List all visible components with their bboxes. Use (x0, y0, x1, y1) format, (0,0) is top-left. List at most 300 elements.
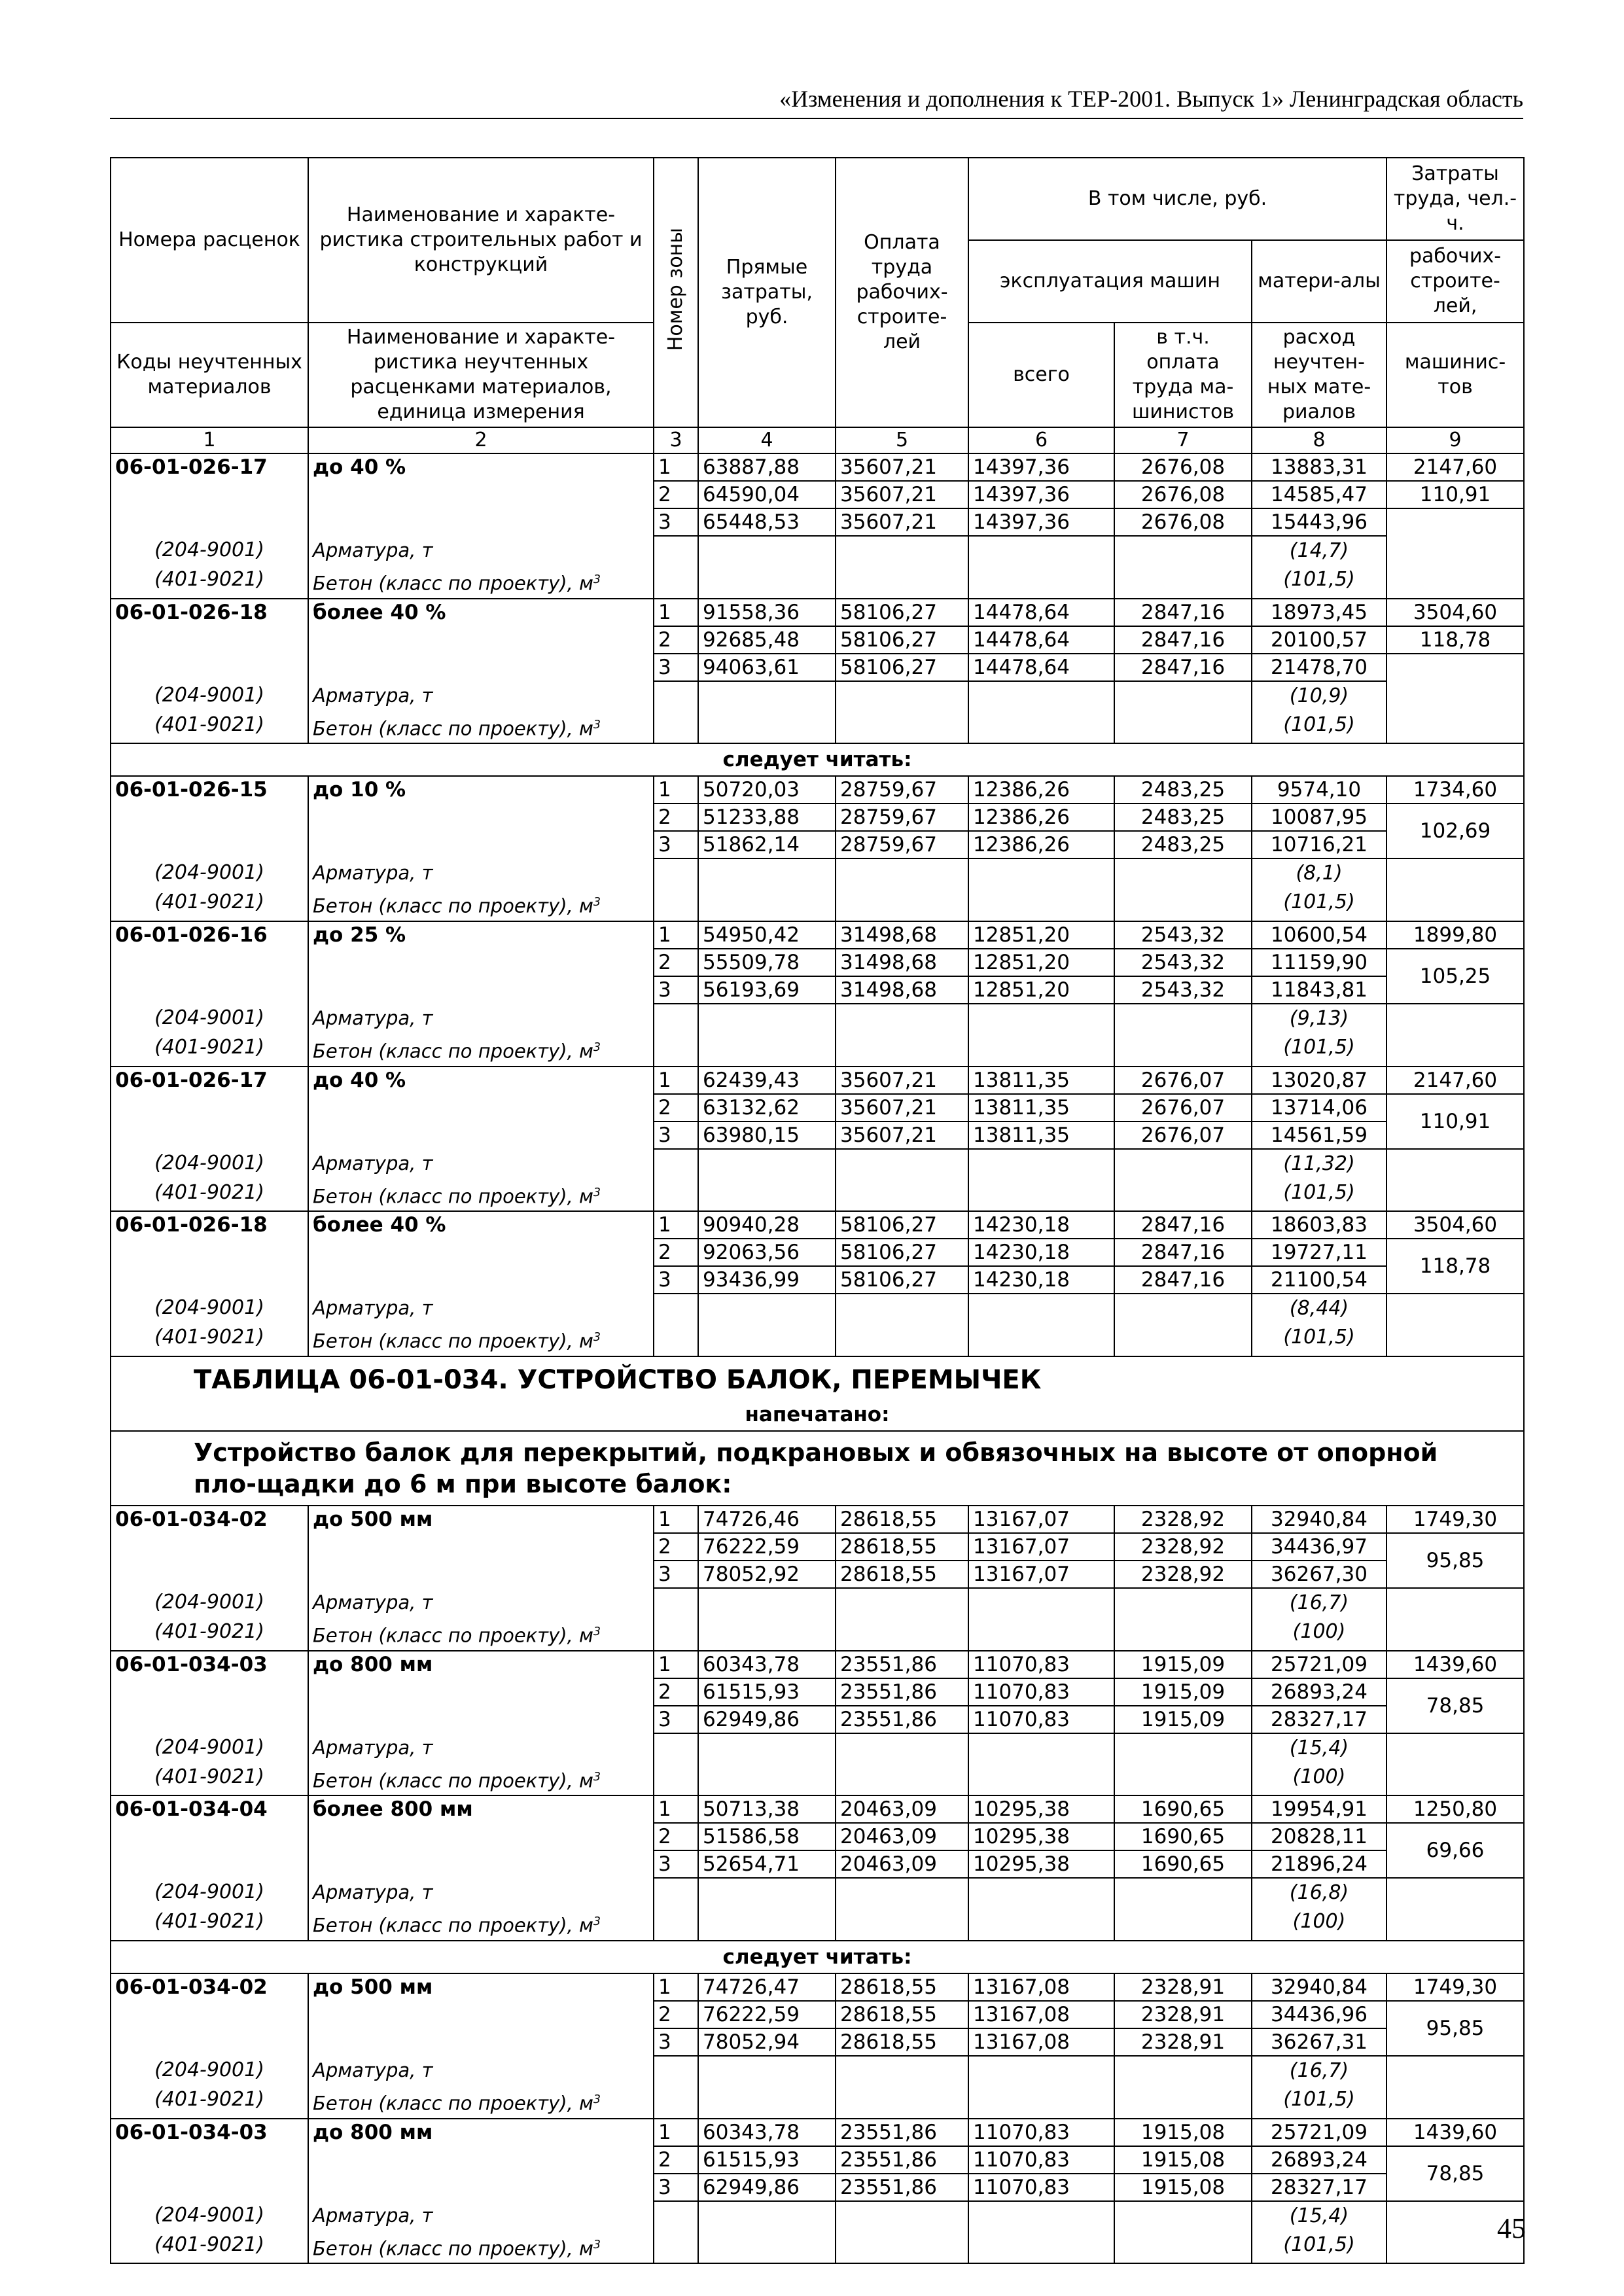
empty-cell (968, 2056, 1114, 2085)
zone-number: 3 (654, 1850, 698, 1878)
rates-table (110, 157, 1525, 2264)
empty-cell (654, 681, 698, 711)
empty-cell (308, 831, 654, 858)
rate-code: 06-01-026-18 (111, 599, 308, 626)
empty-cell (1114, 1004, 1252, 1033)
empty-cell (111, 2174, 308, 2201)
machinists-labor-value: 110,91 (1386, 1094, 1524, 1149)
wages-value: 58106,27 (836, 654, 968, 681)
empty-cell (1114, 711, 1252, 744)
material-name (308, 2231, 654, 2264)
table-row (111, 776, 1524, 804)
machinists-labor-value: 95,85 (1386, 2001, 1524, 2056)
material-name: Арматура, т (308, 1149, 654, 1178)
material-code: (204-9001) (111, 1004, 308, 1033)
rate-name: более 800 мм (308, 1795, 654, 1823)
read-as-divider (111, 743, 1524, 776)
empty-cell (654, 888, 698, 921)
empty-cell (654, 1294, 698, 1323)
wages-value: 35607,21 (836, 1122, 968, 1149)
wages-value: 58106,27 (836, 1266, 968, 1294)
materials-value: 11843,81 (1252, 976, 1386, 1004)
machinist-wages-value: 1915,08 (1114, 2146, 1252, 2174)
material-name-text: Бетон (класс по проекту), м (313, 894, 593, 917)
direct-costs-value: 91558,36 (698, 599, 836, 626)
workers-labor-value: 3504,60 (1386, 599, 1524, 626)
materials-value: 26893,24 (1252, 1678, 1386, 1706)
table-row (111, 831, 1524, 858)
machinist-wages-value: 2847,16 (1114, 626, 1252, 654)
empty-cell (836, 2231, 968, 2264)
empty-cell (968, 1733, 1114, 1763)
rate-name: до 10 % (308, 776, 654, 804)
direct-costs-value: 60343,78 (698, 1651, 836, 1678)
material-code: (401-9021) (111, 888, 308, 921)
zone-number: 3 (654, 2028, 698, 2056)
zone-number: 3 (654, 654, 698, 681)
machinist-wages-value: 2676,08 (1114, 481, 1252, 508)
zone-number: 2 (654, 626, 698, 654)
table-row (111, 2001, 1524, 2028)
direct-costs-value: 55509,78 (698, 949, 836, 976)
empty-cell (836, 1878, 968, 1907)
table-row (111, 2201, 1524, 2231)
material-code: (401-9021) (111, 565, 308, 599)
material-consumption: (8,1) (1252, 858, 1386, 888)
empty-cell (654, 2056, 698, 2085)
table-row (111, 453, 1524, 481)
material-name (308, 711, 654, 744)
wages-value: 23551,86 (836, 2119, 968, 2146)
rate-code: 06-01-034-02 (111, 1506, 308, 1533)
empty-cell (698, 1733, 836, 1763)
direct-costs-value: 51233,88 (698, 804, 836, 831)
material-name (308, 2085, 654, 2119)
machinist-wages-value: 2543,32 (1114, 921, 1252, 949)
zone-number: 1 (654, 1067, 698, 1094)
machines-total-value: 14230,18 (968, 1211, 1114, 1239)
machines-total-value: 11070,83 (968, 1678, 1114, 1706)
empty-cell (836, 536, 968, 565)
empty-cell (654, 1178, 698, 1212)
empty-cell (836, 565, 968, 599)
empty-cell (1114, 1033, 1252, 1067)
table-row (111, 1178, 1524, 1212)
header-rate-numbers: Номера расценок (111, 158, 308, 323)
empty-cell (968, 711, 1114, 744)
machines-total-value: 14397,36 (968, 453, 1114, 481)
material-code: (401-9021) (111, 2231, 308, 2264)
material-name: Арматура, т (308, 2056, 654, 2085)
material-name (308, 1323, 654, 1356)
direct-costs-value: 62439,43 (698, 1067, 836, 1094)
empty-cell (308, 1823, 654, 1850)
empty-cell (1114, 1907, 1252, 1941)
table-row (111, 1211, 1524, 1239)
rate-name: до 40 % (308, 1067, 654, 1094)
material-name: Арматура, т (308, 1004, 654, 1033)
direct-costs-value: 62949,86 (698, 2174, 836, 2201)
empty-cell (698, 1907, 836, 1941)
empty-cell (308, 1239, 654, 1266)
empty-cell (698, 2201, 836, 2231)
workers-labor-value: 2147,60 (1386, 453, 1524, 481)
direct-costs-value: 92685,48 (698, 626, 836, 654)
materials-value: 21478,70 (1252, 654, 1386, 681)
material-consumption: (101,5) (1252, 2085, 1386, 2119)
rate-name: до 800 мм (308, 1651, 654, 1678)
empty-cell (836, 858, 968, 888)
wages-value: 35607,21 (836, 1067, 968, 1094)
table-row (111, 858, 1524, 888)
machinist-wages-value: 2328,92 (1114, 1561, 1252, 1588)
machines-total-value: 14397,36 (968, 481, 1114, 508)
wages-value: 28759,67 (836, 776, 968, 804)
rate-name: до 500 мм (308, 1973, 654, 2001)
column-number: 5 (836, 427, 968, 453)
material-name (308, 1178, 654, 1212)
zone-number: 1 (654, 776, 698, 804)
materials-value: 32940,84 (1252, 1506, 1386, 1533)
material-name: Арматура, т (308, 858, 654, 888)
unit-superscript: 3 (593, 2238, 601, 2252)
empty-cell (836, 1294, 968, 1323)
material-name (308, 565, 654, 599)
empty-cell (1114, 2231, 1252, 2264)
direct-costs-value: 93436,99 (698, 1266, 836, 1294)
material-code: (204-9001) (111, 1733, 308, 1763)
zone-number: 3 (654, 976, 698, 1004)
zone-number: 2 (654, 2146, 698, 2174)
section-printed-034 (111, 1506, 1524, 1941)
table-row (111, 536, 1524, 565)
column-number: 9 (1386, 427, 1524, 453)
table-row (111, 1651, 1524, 1678)
material-code: (204-9001) (111, 1878, 308, 1907)
materials-value: 25721,09 (1252, 2119, 1386, 2146)
zone-number: 3 (654, 508, 698, 536)
wages-value: 28759,67 (836, 831, 968, 858)
material-code: (401-9021) (111, 711, 308, 744)
rate-name: более 40 % (308, 1211, 654, 1239)
wages-value: 28618,55 (836, 1973, 968, 2001)
material-code: (204-9001) (111, 536, 308, 565)
table-row (111, 976, 1524, 1004)
empty-cell (1114, 2201, 1252, 2231)
material-code: (204-9001) (111, 2201, 308, 2231)
empty-cell (654, 1033, 698, 1067)
material-consumption: (9,13) (1252, 1004, 1386, 1033)
empty-cell (308, 626, 654, 654)
empty-cell (654, 1323, 698, 1356)
machinist-wages-value: 2483,25 (1114, 776, 1252, 804)
rate-code: 06-01-034-03 (111, 1651, 308, 1678)
table-row (111, 711, 1524, 744)
empty-cell (111, 1850, 308, 1878)
material-consumption: (15,4) (1252, 2201, 1386, 2231)
machinist-wages-value: 2543,32 (1114, 949, 1252, 976)
header-wages: Оплата труда рабочих-строите-лей (836, 158, 968, 427)
workers-labor-value: 3504,60 (1386, 1211, 1524, 1239)
material-consumption: (16,7) (1252, 2056, 1386, 2085)
table-row (111, 2056, 1524, 2085)
rate-name: до 500 мм (308, 1506, 654, 1533)
empty-cell (1114, 1178, 1252, 1212)
direct-costs-value: 64590,04 (698, 481, 836, 508)
empty-cell (968, 1588, 1114, 1617)
empty-cell (968, 858, 1114, 888)
read-as-label: следует читать: (111, 743, 1524, 776)
direct-costs-value: 54950,42 (698, 921, 836, 949)
material-name (308, 1763, 654, 1796)
empty-cell (308, 1533, 654, 1561)
column-numbers-row (111, 427, 1524, 453)
zone-number: 2 (654, 481, 698, 508)
machines-total-value: 14397,36 (968, 508, 1114, 536)
empty-cell (698, 536, 836, 565)
machinist-wages-value: 1690,65 (1114, 1795, 1252, 1823)
rate-name: до 25 % (308, 921, 654, 949)
header-material-names: Наименование и характе-ристика неучтенных расценками материалов, единица измерения (308, 323, 654, 427)
machinist-wages-value: 1690,65 (1114, 1823, 1252, 1850)
header-material-codes: Коды неучтенных материалов (111, 323, 308, 427)
header-machinists: машинис-тов (1386, 323, 1524, 427)
empty-cell (654, 2085, 698, 2119)
column-number: 7 (1114, 427, 1252, 453)
material-consumption: (16,7) (1252, 1588, 1386, 1617)
empty-cell (654, 1763, 698, 1796)
unit-superscript: 3 (593, 1331, 601, 1345)
empty-cell (308, 1561, 654, 1588)
empty-cell (1386, 1294, 1524, 1356)
machines-total-value: 12851,20 (968, 949, 1114, 976)
empty-cell (968, 565, 1114, 599)
materials-value: 18973,45 (1252, 599, 1386, 626)
zone-number: 1 (654, 1211, 698, 1239)
material-consumption: (101,5) (1252, 1033, 1386, 1067)
machinist-wages-value: 1915,09 (1114, 1651, 1252, 1678)
empty-cell (111, 1122, 308, 1149)
empty-cell (111, 949, 308, 976)
unit-superscript: 3 (593, 1915, 601, 1929)
empty-cell (1114, 2056, 1252, 2085)
machines-total-value: 10295,38 (968, 1850, 1114, 1878)
empty-cell (1114, 536, 1252, 565)
workers-labor-value: 1734,60 (1386, 776, 1524, 804)
empty-cell (968, 888, 1114, 921)
machines-total-value: 14478,64 (968, 654, 1114, 681)
table-row (111, 1122, 1524, 1149)
table-row (111, 1763, 1524, 1796)
material-consumption: (101,5) (1252, 711, 1386, 744)
unit-superscript: 3 (593, 573, 601, 586)
empty-cell (654, 2201, 698, 2231)
table-row (111, 1733, 1524, 1763)
empty-cell (968, 1178, 1114, 1212)
empty-cell (1386, 2056, 1524, 2119)
empty-cell (698, 1763, 836, 1796)
zone-number: 1 (654, 2119, 698, 2146)
machines-total-value: 13811,35 (968, 1122, 1114, 1149)
material-consumption: (11,32) (1252, 1149, 1386, 1178)
empty-cell (836, 1178, 968, 1212)
empty-cell (308, 654, 654, 681)
empty-cell (1114, 1763, 1252, 1796)
zone-number: 1 (654, 1651, 698, 1678)
unit-superscript: 3 (593, 718, 601, 732)
machinist-wages-value: 2483,25 (1114, 804, 1252, 831)
empty-cell (654, 1004, 698, 1033)
machinist-wages-value: 2328,91 (1114, 1973, 1252, 2001)
empty-cell (698, 711, 836, 744)
direct-costs-value: 51586,58 (698, 1823, 836, 1850)
workers-labor-value: 1749,30 (1386, 1506, 1524, 1533)
table-row (111, 804, 1524, 831)
wages-value: 23551,86 (836, 1678, 968, 1706)
table-034-heading (111, 1356, 1524, 1506)
zone-number: 2 (654, 1678, 698, 1706)
column-number: 8 (1252, 427, 1386, 453)
materials-value: 18603,83 (1252, 1211, 1386, 1239)
zone-number: 2 (654, 1823, 698, 1850)
empty-cell (698, 858, 836, 888)
table-row (111, 2174, 1524, 2201)
empty-cell (1114, 1878, 1252, 1907)
empty-cell (836, 1588, 968, 1617)
rate-code: 06-01-026-16 (111, 921, 308, 949)
material-consumption: (101,5) (1252, 565, 1386, 599)
rate-name: более 40 % (308, 599, 654, 626)
empty-cell (836, 681, 968, 711)
materials-value: 36267,31 (1252, 2028, 1386, 2056)
material-name (308, 1907, 654, 1941)
empty-cell (654, 1878, 698, 1907)
empty-cell (968, 2201, 1114, 2231)
machines-total-value: 13167,07 (968, 1533, 1114, 1561)
unit-superscript: 3 (593, 2093, 601, 2106)
direct-costs-value: 62949,86 (698, 1706, 836, 1733)
empty-cell (654, 711, 698, 744)
table-row (111, 1239, 1524, 1266)
machinist-wages-value: 2847,16 (1114, 1239, 1252, 1266)
empty-cell (308, 1094, 654, 1122)
machinist-wages-value: 1915,09 (1114, 1678, 1252, 1706)
table-row (111, 1850, 1524, 1878)
empty-cell (1386, 1878, 1524, 1941)
materials-value: 13020,87 (1252, 1067, 1386, 1094)
rate-code: 06-01-026-17 (111, 1067, 308, 1094)
material-name-text: Бетон (класс по проекту), м (313, 1330, 593, 1352)
machinist-wages-value: 1915,09 (1114, 1706, 1252, 1733)
table-title: ТАБЛИЦА 06-01-034. УСТРОЙСТВО БАЛОК, ПЕРЕМЫЧЕК (194, 1364, 1042, 1395)
materials-value: 13714,06 (1252, 1094, 1386, 1122)
wages-value: 35607,21 (836, 453, 968, 481)
direct-costs-value: 90940,28 (698, 1211, 836, 1239)
direct-costs-value: 63980,15 (698, 1122, 836, 1149)
machinist-wages-value: 2676,07 (1114, 1094, 1252, 1122)
machinist-wages-value: 2676,07 (1114, 1067, 1252, 1094)
empty-cell (308, 1122, 654, 1149)
empty-cell (698, 1178, 836, 1212)
material-name-text: Бетон (класс по проекту), м (313, 717, 593, 740)
material-name: Арматура, т (308, 1294, 654, 1323)
empty-cell (698, 565, 836, 599)
header-unaccounted-materials: расход неучтен-ных мате-риалов (1252, 323, 1386, 427)
machinists-labor-value: 105,25 (1386, 949, 1524, 1004)
empty-cell (1386, 508, 1524, 599)
unit-superscript: 3 (593, 1625, 601, 1638)
wages-value: 58106,27 (836, 1211, 968, 1239)
machines-total-value: 13811,35 (968, 1094, 1114, 1122)
material-name: Арматура, т (308, 536, 654, 565)
table-description: Устройство балок для перекрытий, подкрановых и обвязочных на высоте от опорной пло-щадки до 6 м при высоте балок: (194, 1438, 1438, 1498)
empty-cell (654, 1617, 698, 1651)
machines-total-value: 13167,08 (968, 2001, 1114, 2028)
materials-value: 28327,17 (1252, 1706, 1386, 1733)
material-consumption: (100) (1252, 1617, 1386, 1651)
empty-cell (654, 536, 698, 565)
direct-costs-value: 76222,59 (698, 1533, 836, 1561)
machinist-wages-value: 2847,16 (1114, 1211, 1252, 1239)
unit-superscript: 3 (593, 1040, 601, 1054)
machinist-wages-value: 2328,92 (1114, 1506, 1252, 1533)
direct-costs-value: 56193,69 (698, 976, 836, 1004)
direct-costs-value: 74726,46 (698, 1506, 836, 1533)
direct-costs-value: 61515,93 (698, 2146, 836, 2174)
machinist-wages-value: 1915,08 (1114, 2119, 1252, 2146)
zone-number: 3 (654, 2174, 698, 2201)
zone-number: 3 (654, 831, 698, 858)
materials-value: 10716,21 (1252, 831, 1386, 858)
materials-value: 20828,11 (1252, 1823, 1386, 1850)
empty-cell (308, 804, 654, 831)
material-consumption: (15,4) (1252, 1733, 1386, 1763)
direct-costs-value: 51862,14 (698, 831, 836, 858)
empty-cell (968, 1907, 1114, 1941)
table-row (111, 654, 1524, 681)
materials-value: 36267,30 (1252, 1561, 1386, 1588)
page-number: 45 (1497, 2212, 1526, 2244)
machinist-wages-value: 2676,08 (1114, 453, 1252, 481)
wages-value: 28618,55 (836, 1533, 968, 1561)
machines-total-value: 11070,83 (968, 2174, 1114, 2201)
materials-value: 15443,96 (1252, 508, 1386, 536)
table-row (111, 1266, 1524, 1294)
machinist-wages-value: 2328,91 (1114, 2028, 1252, 2056)
empty-cell (308, 481, 654, 508)
wages-value: 31498,68 (836, 976, 968, 1004)
table-row (111, 2146, 1524, 2174)
material-name (308, 1033, 654, 1067)
wages-value: 20463,09 (836, 1850, 968, 1878)
empty-cell (1386, 1588, 1524, 1651)
empty-cell (1114, 1149, 1252, 1178)
empty-cell (1114, 1617, 1252, 1651)
section-printed-026 (111, 453, 1524, 743)
table-row (111, 1678, 1524, 1706)
rate-name: до 40 % (308, 453, 654, 481)
machines-total-value: 13167,08 (968, 2028, 1114, 2056)
empty-cell (968, 1878, 1114, 1907)
empty-cell (968, 2085, 1114, 2119)
empty-cell (654, 2231, 698, 2264)
machines-total-value: 12386,26 (968, 776, 1114, 804)
empty-cell (111, 2146, 308, 2174)
empty-cell (836, 888, 968, 921)
header-materials: матери-алы (1252, 240, 1386, 323)
materials-value: 13883,31 (1252, 453, 1386, 481)
workers-labor-value: 1250,80 (1386, 1795, 1524, 1823)
